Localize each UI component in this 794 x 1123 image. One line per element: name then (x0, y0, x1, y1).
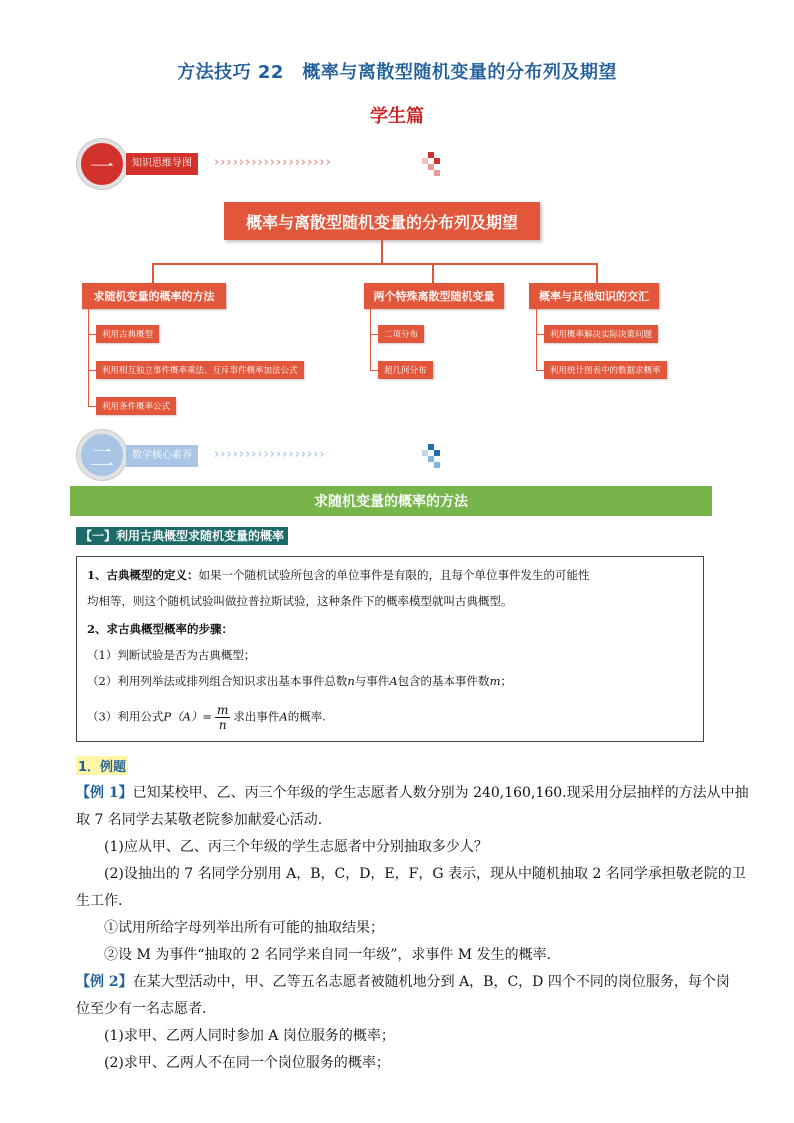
decor-square-icon (434, 450, 440, 456)
mindmap-leaf: 利用古典概型 (96, 325, 159, 343)
example-1-question: (2)设抽出的 7 名同学分别用 A，B，C，D，E，F，G 表示，现从中随机抽取 2 名同学承担敬老院的卫 (104, 866, 746, 882)
example-1-question: 生工作. (76, 893, 123, 909)
chevron-arrows-icon: ›››››››››››››››››› (214, 447, 326, 462)
examples-label: 1．例题 (76, 756, 128, 775)
mindmap-leaf: 利用概率解决实际决策问题 (544, 325, 658, 343)
definition-text: 均相等，则这个随机试验叫做拉普拉斯试验，这种条件下的概率模型就叫古典概型。 (87, 594, 513, 608)
decor-square-icon (422, 450, 428, 456)
example-1-question: (1)应从甲、乙、丙三个年级的学生志愿者中分别抽取多少人？ (104, 839, 488, 855)
mindmap-leaf: 利用相互独立事件概率乘法、互斥事件概率加法公式 (96, 361, 304, 379)
mindmap-leaf: 超几何分布 (378, 361, 433, 379)
mindmap-branch: 求随机变量的概率的方法 (82, 283, 226, 309)
example-2-text: 【例 2】在某大型活动中，甲、乙等五名志愿者被随机地分到 A，B，C，D 四个不同的岗位服务，每个岗 (76, 974, 730, 990)
fraction-m-over-n: $\frac{m}{n}$ (217, 703, 229, 732)
example-1-text: 取 7 名同学去某敬老院参加献爱心活动. (76, 812, 323, 828)
step-1: （1）判断试验是否为古典概型； (87, 648, 256, 662)
example-2-text: 位至少有一名志愿者. (76, 1001, 207, 1017)
step-2: （2）利用列举法或排列组合知识求出基本事件总数n与事件A包含的基本事件数m； (87, 674, 512, 688)
decor-square-icon (422, 158, 428, 164)
subsection-heading: 【一】利用古典概型求随机变量的概率 (76, 527, 288, 545)
section-label: 数学核心素养 (126, 445, 198, 467)
mindmap-leaf: 利用条件概率公式 (96, 397, 176, 415)
section-label: 知识思维导图 (126, 153, 198, 175)
definition-text: 如果一个随机试验所包含的单位事件是有限的，且每个单位事件发生的可能性 (198, 568, 590, 582)
definition-heading: 1、古典概型的定义： (87, 568, 199, 582)
section-number-badge: 二 (77, 430, 127, 480)
mindmap-root: 概率与离散型随机变量的分布列及期望 (224, 202, 540, 240)
decor-square-icon (434, 170, 440, 176)
topic-banner: 求随机变量的概率的方法 (70, 486, 712, 516)
page-title: 方法技巧 22 概率与离散型随机变量的分布列及期望 (177, 62, 617, 83)
mindmap-leaf: 利用统计图表中的数据求概率 (544, 361, 667, 379)
decor-square-icon (434, 462, 440, 468)
page-subtitle: 学生篇 (370, 106, 424, 127)
mindmap-branch: 两个特殊离散型随机变量 (364, 283, 504, 309)
steps-heading: 2、求古典概型概率的步骤： (87, 622, 234, 636)
mindmap-branch: 概率与其他知识的交汇 (529, 283, 659, 309)
section-number-badge: 一 (77, 139, 127, 189)
decor-square-icon (434, 158, 440, 164)
example-1-subquestion: ①试用所给字母列举出所有可能的抽取结果； (104, 920, 384, 936)
mindmap-leaf: 二项分布 (378, 325, 424, 343)
example-2-question: (2)求甲、乙两人不在同一个岗位服务的概率； (104, 1055, 390, 1071)
example-1-subquestion: ②设 M 为事件“抽取的 2 名同学来自同一年级”，求事件 M 发生的概率. (104, 947, 552, 963)
example-1-text: 【例 1】已知某校甲、乙、丙三个年级的学生志愿者人数分别为 240,160,160.现采用分层抽样的方法从中抽 (76, 785, 749, 801)
chevron-arrows-icon: ››››››››››››››››››› (214, 155, 332, 170)
example-2-question: (1)求甲、乙两人同时参加 A 岗位服务的概率； (104, 1028, 395, 1044)
definition-box (76, 556, 704, 742)
step-3: （3）利用公式P（A）= $\frac{m}{n}$ 求出事件A的概率. (87, 703, 326, 732)
